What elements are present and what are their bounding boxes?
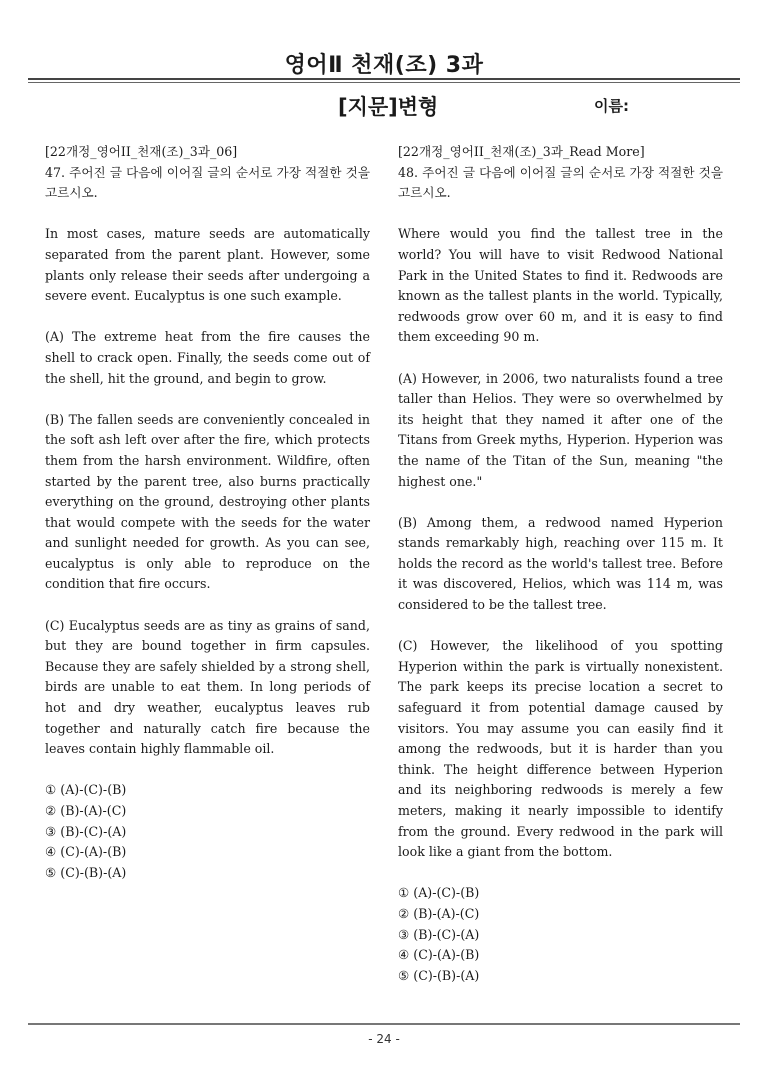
page-subtitle: [지문]변형	[338, 95, 439, 119]
answer-choice-5[interactable]: ⑤ (C)-(B)-(A)	[398, 967, 480, 983]
answer-choice-3[interactable]: ③ (B)-(C)-(A)	[45, 823, 127, 839]
passage-intro: In most cases, mature seeds are automatically separated from the parent plant. However, some plants only release their seeds after undergoing a severe event. Eucalyptus is one such example.	[45, 226, 370, 304]
page-title: 영어Ⅱ 천재(조) 3과	[284, 53, 484, 78]
passage-intro: Where would you find the tallest tree in the world? You will have to visit Redwood National Park in the United States to find it. Redwoods are known as the tallest plants in the world. Typically, redwoods grow over 60 m, and it is easy to find them exceeding 90 m.	[398, 226, 723, 345]
passage-paragraph-a: (A) The extreme heat from the fire causes the shell to crack open. Finally, the seeds come out of the shell, hit the ground, and begin to grow.	[45, 329, 370, 386]
answer-choice-3[interactable]: ③ (B)-(C)-(A)	[398, 926, 480, 942]
header-rule	[28, 78, 740, 80]
answer-choice-2[interactable]: ② (B)-(A)-(C)	[398, 905, 480, 921]
answer-choice-2[interactable]: ② (B)-(A)-(C)	[45, 803, 127, 818]
answer-choices	[45, 780, 370, 883]
answer-choice-1[interactable]: ① (A)-(C)-(B)	[45, 782, 127, 798]
passage-paragraph-a: (A) However, in 2006, two naturalists found a tree taller than Helios. They were so overwhelmed by its height that they named it after one of the Titans from Greek myths, Hyperion. Hyperion was the name of the Titan of the Sun, meaning "the highest one."	[398, 370, 723, 489]
answer-choice-4[interactable]: ④ (C)-(A)-(B)	[398, 947, 480, 963]
question-48	[398, 142, 723, 986]
question-prompt: 48. 주어진 글 다음에 이어질 글의 순서로 가장 적절한 것을 고르시오.	[398, 164, 723, 201]
answer-choice-5[interactable]: ⑤ (C)-(B)-(A)	[45, 864, 127, 880]
question-source: [22개정_영어II_천재(조)_3과_Read More]	[398, 144, 645, 159]
footer-rule	[28, 1023, 740, 1025]
question-47	[45, 142, 370, 883]
header-rule-thin	[28, 82, 740, 83]
passage-paragraph-c: (C) However, the likelihood of you spotting Hyperion within the park is virtually nonexistent. The park keeps its precise location a secret to safeguard it from potential damage caused by visitors. You may assume you can easily find it among the redwoods, but it is harder than you think. The height difference between Hyperion and its neighboring redwoods is merely a few meters, making it nearly impossible to identify from the ground. Every redwood in the park will look like a giant from the bottom.	[398, 638, 723, 860]
answer-choice-4[interactable]: ④ (C)-(A)-(B)	[45, 844, 127, 860]
question-prompt: 47. 주어진 글 다음에 이어질 글의 순서로 가장 적절한 것을 고르시오.	[45, 164, 370, 201]
page-number: - 24 -	[368, 1032, 400, 1046]
name-label: 이름:	[594, 97, 629, 115]
passage-paragraph-c: (C) Eucalyptus seeds are as tiny as grains of sand, but they are bound together in firm capsules. Because they are safely shielded by a strong shell, birds are unable to eat them. In long periods of hot and dry weather, eucalyptus leaves rub together and naturally catch fire because the leaves contain highly flammable oil.	[45, 617, 370, 757]
passage-paragraph-b: (B) The fallen seeds are conveniently concealed in the soft ash left over after the fire, which protects them from the harsh environment. Wildfire, often started by the parent tree, also burns practically everything on the ground, destroying other plants that would compete with the seeds for the water and sunlight needed for growth. As you can see, eucalyptus is only able to reproduce on the condition that fire occurs.	[45, 411, 370, 592]
passage-paragraph-b: (B) Among them, a redwood named Hyperion stands remarkably high, reaching over 115 m. It holds the record as the world's tallest tree. Before it was discovered, Helios, which was 114 m, was considered to be the tallest tree.	[398, 514, 723, 613]
question-source: [22개정_영어II_천재(조)_3과_06]	[45, 144, 238, 159]
answer-choices	[398, 883, 723, 986]
answer-choice-1[interactable]: ① (A)-(C)-(B)	[398, 885, 480, 901]
